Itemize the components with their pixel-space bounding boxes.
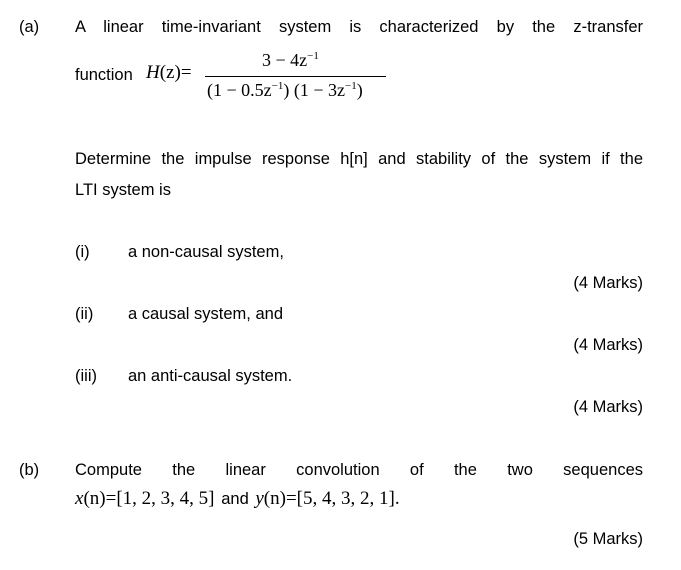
and-word: and	[221, 490, 249, 508]
item-i-marks: (4 Marks)	[573, 274, 643, 292]
transfer-function-label: function	[75, 66, 133, 84]
part-b-label: (b)	[19, 461, 40, 479]
tf-numerator: $3 - 4z^{-1}$	[262, 50, 319, 70]
item-i-text: a non-causal system,	[128, 243, 284, 261]
item-iii-marks: (4 Marks)	[573, 398, 643, 416]
item-ii-number: (ii)	[75, 305, 94, 323]
tf-denominator: $(1 - 0.5z^{-1})$ $(1 - 3z^{-1})$	[207, 80, 363, 100]
item-i-number: (i)	[75, 243, 90, 261]
item-iii-number: (iii)	[75, 367, 97, 385]
x-sequence: x(n)=[1, 2, 3, 4, 5]	[75, 488, 215, 509]
part-b-line1: Compute the linear convolution of the two sequences	[75, 461, 643, 479]
transfer-function-lhs	[146, 62, 192, 84]
part-a-label: (a)	[19, 18, 40, 36]
item-ii-text: a causal system, and	[128, 305, 283, 323]
part-b-sequences	[75, 488, 400, 510]
equals-sign: =	[180, 62, 192, 83]
y-sequence: y(n)=[5, 4, 3, 2, 1].	[255, 488, 400, 509]
h-symbol: H	[146, 62, 160, 83]
z-arg: (z)	[159, 62, 181, 83]
fraction-bar	[205, 76, 386, 77]
item-ii-marks: (4 Marks)	[573, 336, 643, 354]
question-line1: Determine the impulse response h[n] and stability of the system if the	[75, 150, 643, 168]
part-b-marks: (5 Marks)	[573, 530, 643, 548]
item-iii-text: an anti-causal system.	[128, 367, 293, 385]
part-a-intro-line1: A linear time-invariant system is characterized by the z-transfer	[75, 18, 643, 36]
question-line2: LTI system is	[75, 181, 171, 199]
